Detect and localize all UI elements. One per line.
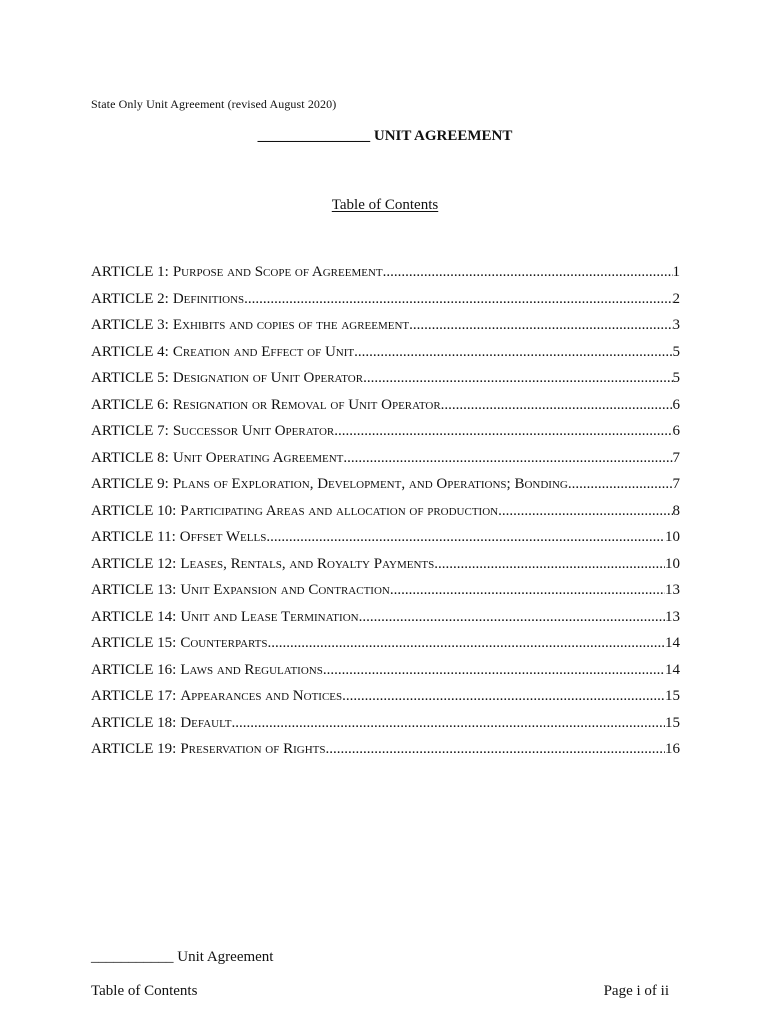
toc-page-number: 5: [672, 343, 680, 360]
toc-article-title: Definitions: [172, 290, 245, 307]
toc-article-title: Preservation of Rights: [180, 741, 326, 757]
footer-page-number: Page i of ii: [603, 983, 669, 999]
toc-dot-leader: [232, 715, 665, 732]
toc-article-title: Laws and Regulations: [180, 661, 323, 678]
toc-dot-leader: [342, 688, 665, 705]
toc-page-number: 14: [665, 635, 680, 651]
toc-entry[interactable]: [91, 609, 680, 636]
toc-entry[interactable]: [91, 450, 680, 477]
toc-article-number: ARTICLE 2:: [91, 290, 169, 307]
toc-article-title: Offset Wells: [179, 529, 267, 545]
toc-page-number: 5: [672, 370, 680, 386]
toc-article-title: Unit Expansion and Contraction: [180, 582, 390, 598]
toc-dot-leader: [409, 317, 672, 334]
toc-article-number: ARTICLE 16:: [91, 661, 177, 678]
toc-article-title: Leases, Rentals, and Royalty Payments: [180, 555, 435, 572]
toc-page-number: 7: [672, 476, 680, 492]
toc-page-number: 14: [665, 661, 680, 678]
toc-entry[interactable]: [91, 476, 680, 503]
toc-dot-leader: [266, 529, 665, 546]
toc-article-number: ARTICLE 1:: [91, 264, 169, 280]
toc-dot-leader: [498, 503, 672, 520]
toc-article-title: Exhibits and copies of the agreement: [172, 317, 410, 333]
toc-article-title: Plans of Exploration, Development, and Operations; Bonding: [172, 476, 568, 492]
toc-article-number: ARTICLE 13:: [91, 582, 177, 598]
toc-entry[interactable]: [91, 423, 680, 450]
toc-article-number: ARTICLE 6:: [91, 396, 169, 413]
toc-article-number: ARTICLE 15:: [91, 635, 177, 651]
toc-page-number: 15: [665, 688, 680, 704]
toc-article-title: Default: [180, 714, 232, 731]
header-note: State Only Unit Agreement (revised August 2020): [91, 97, 337, 111]
toc-article-number: ARTICLE 11:: [91, 529, 176, 545]
toc-article-number: ARTICLE 4:: [91, 343, 169, 360]
document-title: _______________ UNIT AGREEMENT: [257, 128, 513, 144]
toc-article-title: Unit and Lease Termination: [180, 608, 359, 625]
toc-dot-leader: [334, 423, 672, 440]
footer-section: Table of Contents: [91, 983, 198, 999]
toc-article-title: Purpose and Scope of Agreement: [172, 264, 383, 280]
toc-page-number: 15: [665, 714, 680, 731]
toc-dot-leader: [244, 291, 672, 308]
toc-page-number: 13: [665, 608, 680, 625]
toc-page-number: 16: [665, 741, 680, 757]
toc-article-number: ARTICLE 8:: [91, 449, 169, 466]
toc-article-number: ARTICLE 17:: [91, 688, 177, 704]
toc-entry[interactable]: [91, 582, 680, 609]
toc-article-title: Creation and Effect of Unit: [172, 343, 355, 360]
toc-entry[interactable]: [91, 715, 680, 742]
toc-entry[interactable]: [91, 397, 680, 424]
toc-entry[interactable]: [91, 741, 680, 768]
toc-article-number: ARTICLE 9:: [91, 476, 169, 492]
toc-article-number: ARTICLE 19:: [91, 741, 177, 757]
toc-entry[interactable]: [91, 264, 680, 291]
toc-dot-leader: [268, 635, 665, 652]
toc-article-number: ARTICLE 3:: [91, 317, 169, 333]
toc-article-number: ARTICLE 10:: [91, 502, 177, 519]
toc-entry[interactable]: [91, 344, 680, 371]
toc-entry[interactable]: [91, 503, 680, 530]
toc-article-number: ARTICLE 5:: [91, 370, 169, 386]
toc-dot-leader: [568, 476, 673, 493]
toc-dot-leader: [390, 582, 665, 599]
toc-article-title: Unit Operating Agreement: [172, 449, 344, 466]
toc-page-number: 8: [672, 502, 680, 519]
toc-page-number: 10: [665, 555, 680, 572]
toc-article-title: Designation of Unit Operator: [172, 370, 364, 386]
toc-article-title: Counterparts: [180, 635, 268, 651]
toc-article-number: ARTICLE 18:: [91, 714, 177, 731]
toc-dot-leader: [363, 370, 672, 387]
toc-entry[interactable]: [91, 662, 680, 689]
toc-entry[interactable]: [91, 688, 680, 715]
toc-entry[interactable]: [91, 291, 680, 318]
toc-entry[interactable]: [91, 635, 680, 662]
toc-entry[interactable]: [91, 529, 680, 556]
toc-dot-leader: [323, 662, 665, 679]
toc-article-number: ARTICLE 7:: [91, 423, 169, 439]
toc-article-number: ARTICLE 12:: [91, 555, 177, 572]
table-of-contents: [91, 264, 680, 768]
toc-entry[interactable]: [91, 370, 680, 397]
toc-page-number: 6: [672, 423, 680, 439]
toc-article-title: Resignation or Removal of Unit Operator: [172, 396, 441, 413]
toc-dot-leader: [383, 264, 673, 281]
toc-article-title: Successor Unit Operator: [172, 423, 335, 439]
toc-page-number: 3: [672, 317, 680, 333]
footer: [91, 983, 669, 1000]
toc-dot-leader: [343, 450, 672, 467]
toc-heading: Table of Contents: [331, 197, 439, 213]
toc-dot-leader: [354, 344, 672, 361]
toc-dot-leader: [441, 397, 673, 414]
toc-dot-leader: [434, 556, 665, 573]
toc-page-number: 1: [672, 264, 680, 280]
toc-page-number: 2: [672, 290, 680, 307]
toc-dot-leader: [359, 609, 665, 626]
toc-article-title: Participating Areas and allocation of production: [180, 502, 499, 519]
toc-dot-leader: [326, 741, 665, 758]
toc-article-number: ARTICLE 14:: [91, 608, 177, 625]
toc-page-number: 7: [672, 449, 680, 466]
toc-article-title: Appearances and Notices: [180, 688, 343, 704]
toc-page-number: 6: [672, 396, 680, 413]
toc-entry[interactable]: [91, 317, 680, 344]
toc-entry[interactable]: [91, 556, 680, 583]
toc-page-number: 10: [665, 529, 680, 545]
toc-page-number: 13: [665, 582, 680, 598]
footer-unit-agreement: ___________ Unit Agreement: [91, 949, 274, 965]
